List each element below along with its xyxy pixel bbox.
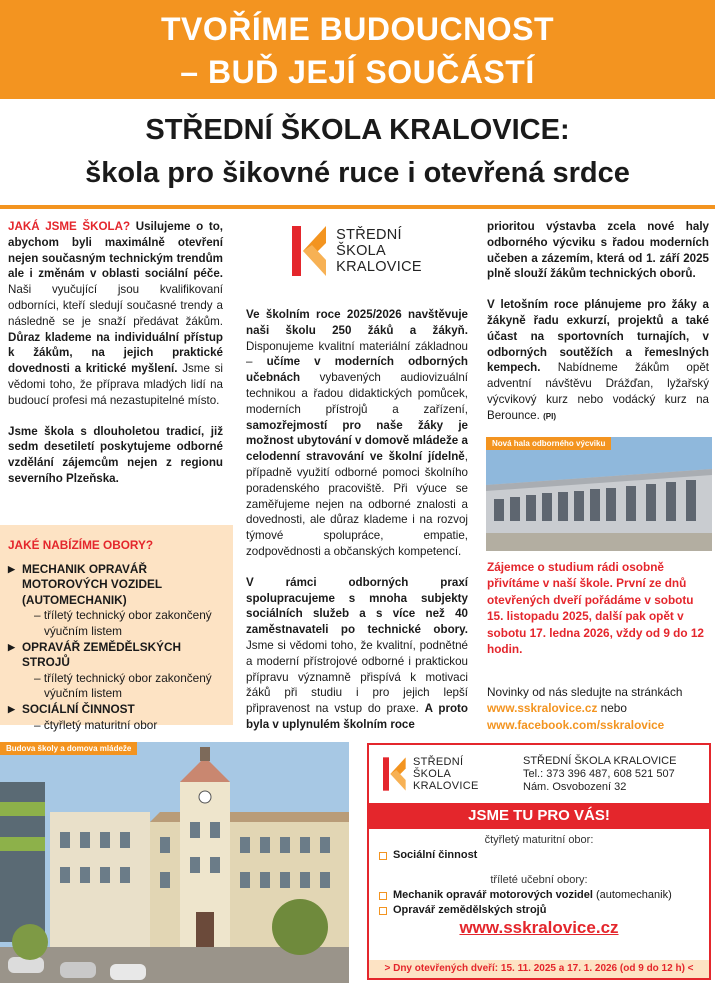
contact-address (523, 755, 676, 794)
contact-logo-line-2: ŠKOLA (413, 768, 452, 780)
col2-text-3: , případně využití odborné pomoci školního poradenského pracoviště. Při výuce se zaměřujeme nejen na odborné znalosti a dovednosti, ale důraz klademe i na rozvoj týmové spolupráce, empatie, zodpovědnosti a občanských kompetencí. (246, 450, 468, 558)
col2-bold-3: samozřejmostí pro naše žáky je možnost ubytování v domově mládeže a celodenní stravování ve školní jídelně (246, 418, 468, 464)
open-days-footer: > Dny otevřených dveří: 15. 11. 2025 a 17. 1. 2026 (od 9 do 12 h) < (369, 960, 709, 978)
contact-logo-line-3: KRALOVICE (413, 780, 479, 792)
contact-street: Nám. Osvobození 32 (523, 780, 627, 793)
column-1 (8, 219, 223, 502)
col2-bold-2: učíme v moderních odborných učebnách (246, 355, 468, 385)
maturitni-heading: čtyřletý maturitní obor: (484, 834, 594, 846)
news-or: nebo (597, 701, 627, 716)
col3-paragraph-2 (487, 297, 709, 424)
news-links (487, 684, 709, 733)
contact-phone: Tel.: 373 396 487, 608 521 507 (523, 767, 675, 780)
checkbox-icon (379, 852, 387, 860)
col1-bold-3: Jsme škola s dlouholetou tradicí, již sedm desetiletí poskytujeme odborné vzdělání zájemcům nejen z regionu severního Plzeňska. (8, 424, 223, 485)
col2-text-1: Disponujeme kvalitní materiální základnou – (246, 339, 468, 369)
contact-logo-line-1: STŘEDNÍ (413, 756, 464, 768)
col3-paragraph-1 (487, 219, 709, 282)
banner-line-1: TVOŘÍME BUDOUCNOST (161, 11, 554, 47)
school-building-illustration (0, 742, 349, 983)
col1-bold-2: Důraz klademe na individuální přístup k žákům, na jejich praktické dovednosti a kritické myšlení. (8, 330, 223, 376)
study-programs-title: JAKÉ NABÍZÍME OBORY? (8, 538, 154, 552)
school-building-label: Budova školy a domova mládeže (0, 742, 137, 755)
col1-paragraph-1 (8, 219, 223, 409)
headline (0, 113, 715, 191)
new-hall-illustration (486, 437, 712, 551)
logo-line-1: STŘEDNÍ (336, 227, 402, 243)
news-text: Novinky od nás sledujte na stránkách (487, 685, 683, 699)
contact-logo-icon (383, 757, 407, 791)
school-logo (247, 214, 467, 288)
program-option (379, 903, 699, 918)
program-name: ▶ SOCIÁLNÍ ČINNOST (8, 702, 225, 718)
headline-title: STŘEDNÍ ŠKOLA KRALOVICE: (145, 114, 570, 146)
col2-paragraph-2 (246, 575, 468, 733)
program-option (379, 848, 699, 863)
school-logo-text (336, 227, 422, 275)
program-option-label: Mechanik opravář motorových vozidel (393, 889, 593, 901)
col1-text-1: Naši vyučující jsou kvalifikovaní odborníci, kteří sledují současné trendy a následně se je snaží předávat žákům. (8, 283, 223, 328)
col2-bold-1: Ve školním roce 2025/2026 navštěvuje naši školu 250 žáků a žákyň. (246, 308, 468, 337)
col1-bold-1: Usilujeme o to, abychom byli maximálně otevření nejen současným technickým trendům ale i změnám v oblasti sociální péče. (8, 220, 223, 281)
program-desc: – čtyřletý maturitní obor (34, 717, 158, 732)
open-days-text: Zájemce o studium rádi osobně přivítáme v naší škole. První ze dnů otevřených dveří pořádáme v sobotu 15. listopadu 2025, další pak opět v sobotu 17. ledna 2026, vždy od 9 do 12 hodin. (487, 560, 704, 657)
top-banner (0, 0, 715, 99)
program-option (379, 888, 699, 903)
headline-subtitle: škola pro šikovné ruce i otevřená srdce (85, 157, 630, 189)
col3-bold-1: prioritou výstavba zcela nové haly odborného výcviku s řadou moderních učeben a zázemím, která od 1. září 2025 plně slouží žákům technických oborů. (487, 220, 709, 281)
new-hall-photo (486, 437, 712, 551)
logo-line-2: ŠKOLA (336, 243, 386, 259)
col2-text-2: vybavených audiovizuální technikou a řadou didaktických pomůcek, moderních přístrojů a zařízení, (246, 371, 468, 416)
program-desc: – tříletý technický obor zakončený výučním listem (34, 670, 212, 701)
checkbox-icon (379, 892, 387, 900)
column-3 (487, 219, 709, 440)
ucebni-heading: tříleté učební obory: (490, 874, 588, 886)
school-logo-icon (292, 226, 328, 276)
contact-school-name: STŘEDNÍ ŠKOLA KRALOVICE (523, 754, 677, 767)
author-sign: (PI) (543, 411, 556, 421)
col1-text-2: Jsme si vědomi toho, že příprava mladých lidí na budoucí profesi má nezastupitelné místo. (8, 362, 224, 407)
facebook-link[interactable]: www.facebook.com/sskralovice (487, 717, 665, 732)
contact-logo (383, 756, 523, 792)
new-hall-label: Nová hala odborného výcviku (486, 437, 611, 450)
orange-divider (0, 205, 715, 209)
col1-lead: JAKÁ JSME ŠKOLA? (8, 220, 131, 233)
program-desc: – tříletý technický obor zakončený výučním listem (34, 608, 212, 638)
contact-box (367, 743, 711, 980)
logo-line-3: KRALOVICE (336, 259, 422, 275)
col2-bold-4: V rámci odborných praxí spolupracujeme s mnoha subjekty sociálních služeb a s více než 40 zaměstnavateli po technické obory. (246, 575, 468, 637)
contact-band: JSME TU PRO VÁS! (369, 803, 709, 829)
study-programs-box (0, 525, 233, 732)
checkbox-icon (379, 907, 387, 915)
col2-paragraph-1 (246, 307, 468, 560)
program-name: ▶ OPRAVÁŘ ZEMĚDĚLSKÝCH STROJŮ (8, 640, 225, 671)
program-option-label: Opravář zemědělských strojů (393, 904, 547, 916)
col1-paragraph-2 (8, 424, 223, 487)
column-2 (246, 307, 468, 748)
col3-text-1: Nabídneme žákům opět adventní návštěvu Drážďan, lyžařský výcvikový kurz nebo vodácký kurz na Berounce. (487, 361, 709, 422)
school-building-photo (0, 742, 349, 983)
col3-bold-2: V letošním roce plánujeme pro žáky a žákyně řadu exkurzí, projektů a také účast na sportovních turnajích, v odborných soutěžích a řemeslných kempech. (487, 298, 709, 375)
program-option-label: Sociální činnost (393, 849, 478, 861)
program-name: ▶ MECHANIK OPRAVÁŘ MOTOROVÝCH VOZIDEL (AUTOMECHANIK) (8, 562, 225, 609)
contact-website-link[interactable]: www.sskralovice.cz (459, 918, 619, 937)
program-option-note: (automechanik) (592, 889, 672, 901)
open-days-footer-text: Dny otevřených dveří: 15. 11. 2025 a 17. 1. 2026 (od 9 do 12 h) (393, 963, 685, 974)
col2-text-4: Jsme si vědomi toho, že kvalitní, podnětné a moderní přístrojové odborné i praktickou přípravu významně přispívá k motivaci žáků při studiu i pro jejich lepší připravenost na vstup do praxe. (246, 638, 468, 716)
banner-line-2: – BUĎ JEJÍ SOUČÁSTÍ (180, 54, 535, 90)
col2-bold-5: A proto byla v uplynulém školním roce (246, 702, 468, 731)
website-link[interactable]: www.sskralovice.cz (487, 701, 598, 716)
